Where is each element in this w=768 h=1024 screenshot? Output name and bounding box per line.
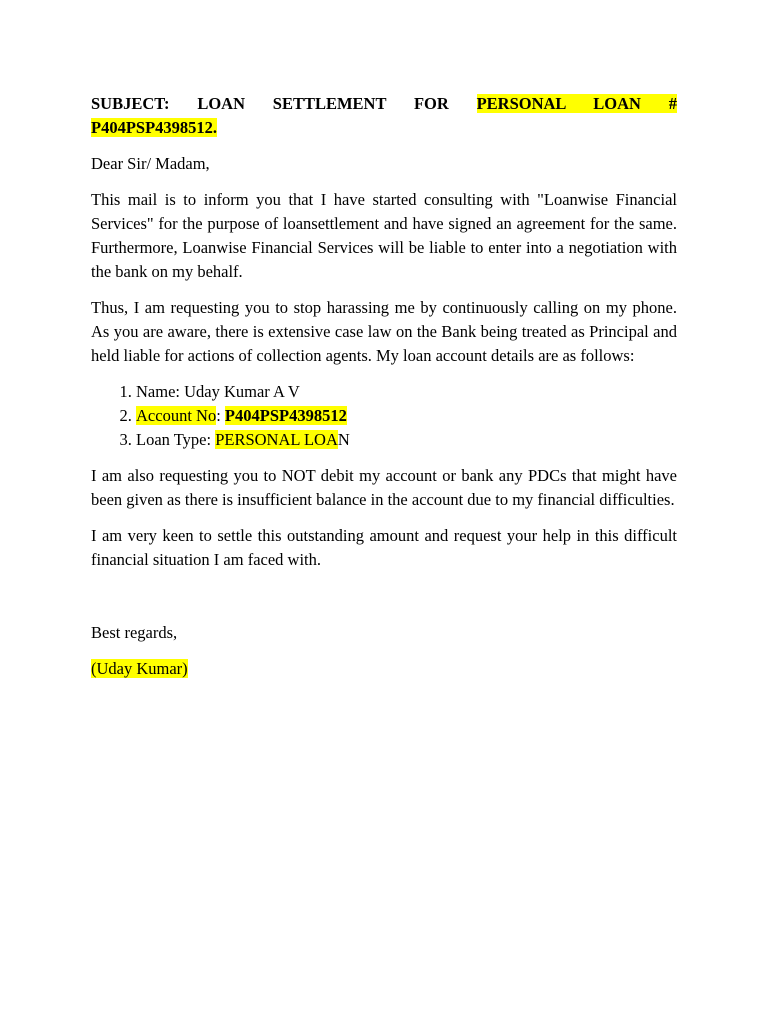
detail-loan-type-label: Loan Type:	[136, 430, 216, 449]
paragraph-harassment: Thus, I am requesting you to stop harassing me by continuously calling on my phone. As you are aware, there is extensive case law on the Bank being treated as Principal and held liable for actions of collection agents. My loan account details are as follows:	[91, 298, 677, 365]
detail-loan-type-highlight: PERSONAL LOA	[215, 430, 338, 449]
letter-document	[91, 92, 677, 693]
closing: Best regards,	[91, 623, 178, 642]
subject-label: SUBJECT: LOAN SETTLEMENT FOR	[91, 94, 477, 113]
detail-account-value: P404PSP4398512	[224, 406, 347, 425]
signature-name: (Uday Kumar)	[91, 659, 188, 678]
signature-line	[91, 657, 677, 681]
subject-line	[91, 92, 677, 140]
detail-name: Name: Uday Kumar A V	[136, 382, 300, 401]
account-details-list	[91, 380, 677, 452]
list-item-loan-type	[136, 428, 677, 452]
list-item-account	[136, 404, 677, 428]
paragraph-pdc-request: I am also requesting you to NOT debit my account or bank any PDCs that might have been given as there is insufficient balance in the account due to my financial difficulties.	[91, 466, 677, 509]
subject-first-line	[91, 92, 677, 116]
paragraph-consulting: This mail is to inform you that I have started consulting with "Loanwise Financial Services" for the purpose of loansettlement and have signed an agreement for the same. Furthermore, Loanwise Financial Services will be liable to enter into a negotiation with the bank on my behalf.	[91, 190, 677, 281]
subject-loan-type-highlight: PERSONAL LOAN #	[476, 94, 677, 113]
detail-loan-type-rest: N	[337, 430, 350, 449]
subject-account-number-highlight: P404PSP4398512.	[91, 118, 218, 137]
paragraph-settlement-request: I am very keen to settle this outstanding amount and request your help in this difficult financial situation I am faced with.	[91, 526, 677, 569]
list-item-name	[136, 380, 677, 404]
greeting: Dear Sir/ Madam,	[91, 154, 210, 173]
detail-account-label: Account No	[136, 406, 217, 425]
blank-line	[91, 584, 677, 621]
detail-account-separator: :	[216, 406, 225, 425]
